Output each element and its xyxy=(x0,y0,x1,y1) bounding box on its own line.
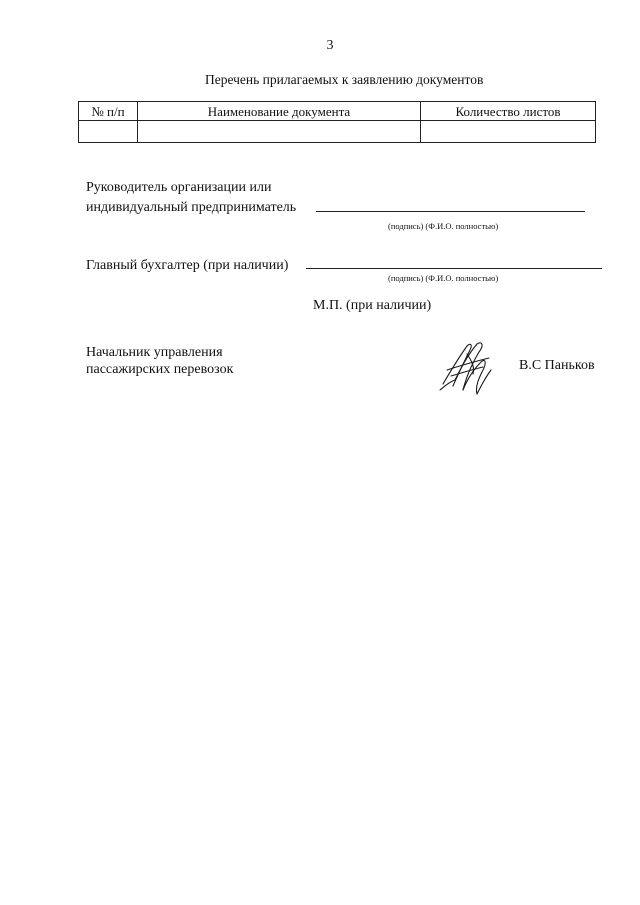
accountant-signature-caption: (подпись) (Ф.И.О. полностью) xyxy=(388,273,499,283)
manager-title-line2: индивидуальный предприниматель xyxy=(86,200,297,215)
document-list-title: Перечень прилагаемых к заявлению документов xyxy=(205,72,484,87)
manager-signature-caption: (подпись) (Ф.И.О. полностью) xyxy=(388,221,499,231)
table-cell-document-name xyxy=(138,121,421,143)
page-number: 3 xyxy=(326,38,334,53)
table-cell-sheet-count xyxy=(421,121,596,143)
handwritten-signature xyxy=(437,340,497,396)
stamp-placeholder: М.П. (при наличии) xyxy=(313,298,432,313)
column-header-number: № п/п xyxy=(79,102,138,121)
manager-signature-line xyxy=(316,211,585,212)
column-header-document-name: Наименование документа xyxy=(138,102,421,121)
manager-title-line1: Руководитель организации или xyxy=(86,180,272,195)
accountant-label: Главный бухгалтер (при наличии) xyxy=(86,258,289,273)
signatory-position-line2: пассажирских перевозок xyxy=(86,362,234,377)
documents-table xyxy=(78,101,596,143)
table-row xyxy=(79,121,596,143)
column-header-sheet-count: Количество листов xyxy=(421,102,596,121)
signatory-position-line1: Начальник управления xyxy=(86,345,223,360)
table-cell-number xyxy=(79,121,138,143)
accountant-signature-line xyxy=(306,268,602,269)
table-header-row xyxy=(79,102,596,121)
signatory-name: В.С Паньков xyxy=(519,358,595,373)
